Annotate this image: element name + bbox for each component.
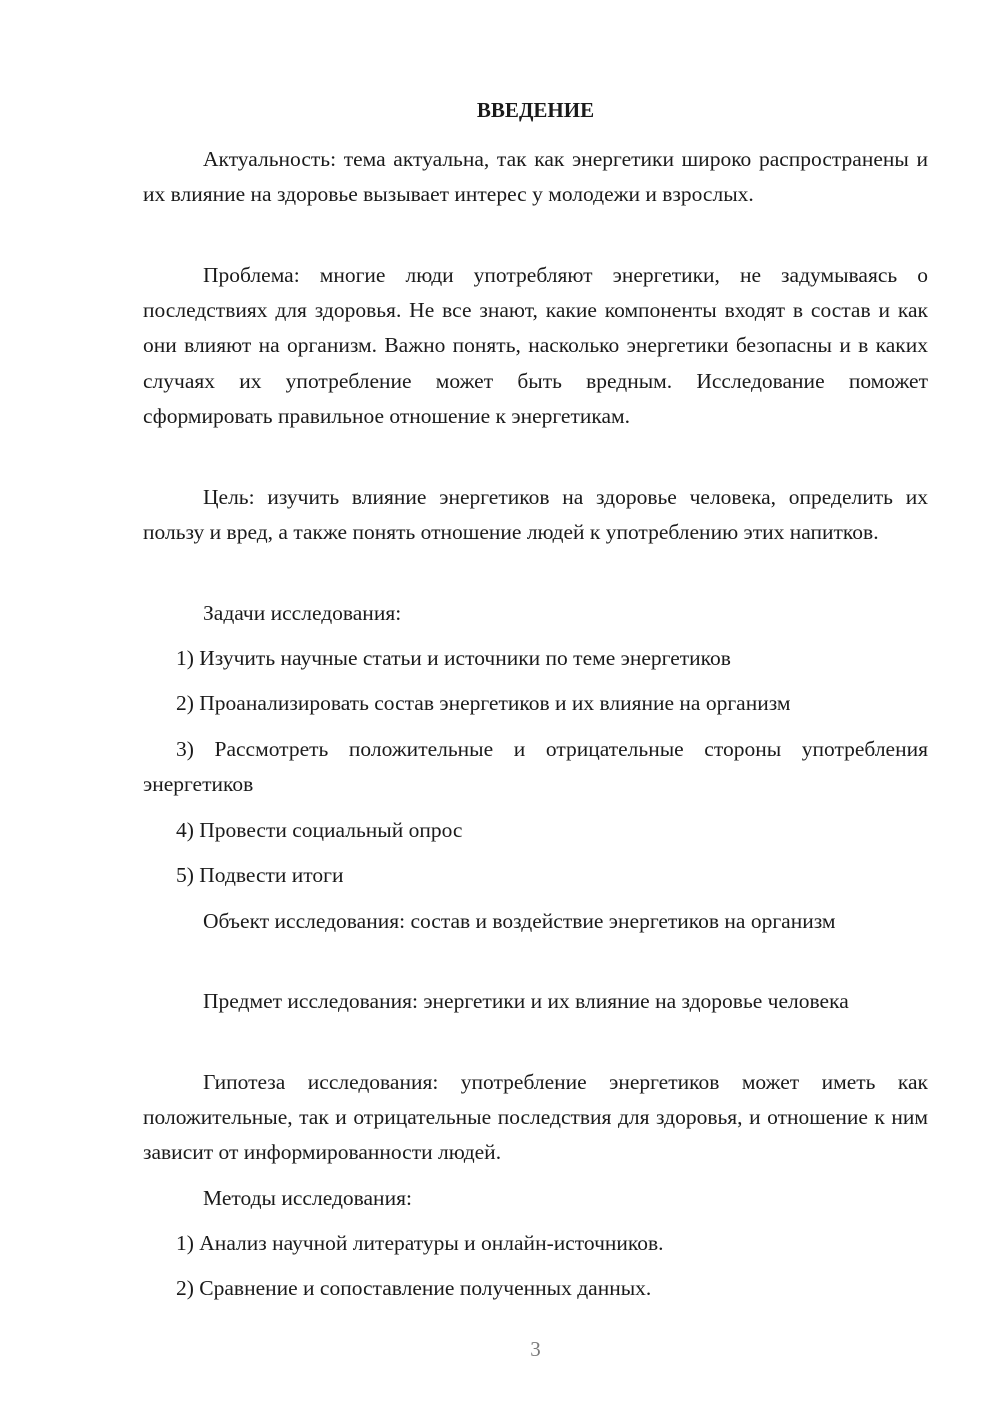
paragraph-relevance: Актуальность: тема актуальна, так как энергетики широко распространены и их влияние на здоровье вызывает интерес у молодежи и взрослых. (143, 147, 928, 207)
list-item-task-1: 1) Изучить научные статьи и источники по теме энергетиков (176, 646, 731, 670)
list-item-task-3: 3) Рассмотреть положительные и отрицательные стороны употребления энергетиков (143, 737, 928, 797)
list-item-task-4: 4) Провести социальный опрос (176, 818, 463, 842)
paragraph-methods-heading: Методы исследования: (203, 1186, 412, 1210)
paragraph-object: Объект исследования: состав и воздействие энергетиков на организм (203, 909, 836, 933)
paragraph-subject: Предмет исследования: энергетики и их влияние на здоровье человека (203, 989, 849, 1013)
paragraph-tasks-heading: Задачи исследования: (203, 601, 402, 625)
page-number: 3 (530, 1337, 541, 1361)
list-item-method-2: 2) Сравнение и сопоставление полученных данных. (176, 1276, 652, 1300)
paragraph-goal: Цель: изучить влияние энергетиков на здоровье человека, определить их пользу и вред, а также понять отношение людей к употреблению этих напитков. (143, 485, 928, 545)
document-page (143, 0, 928, 1414)
page-title: ВВЕДЕНИЕ (476, 98, 595, 122)
paragraph-hypothesis: Гипотеза исследования: употребление энергетиков может иметь как положительные, так и отрицательные последствия для здоровья, и отношение к ним зависит от информированности людей. (143, 1070, 928, 1165)
paragraph-problem: Проблема: многие люди употребляют энергетики, не задумываясь о последствиях для здоровья. Не все знают, какие компоненты входят в состав и как они влияют на организм. Важно понять, насколько энергетики безопасны и в каких случаях их употребление может быть вредным. Исследование поможет сформировать правильное отношение к энергетикам. (143, 263, 928, 428)
list-item-task-2: 2) Проанализировать состав энергетиков и их влияние на организм (176, 691, 791, 715)
list-item-task-5: 5) Подвести итоги (176, 863, 344, 887)
list-item-method-1: 1) Анализ научной литературы и онлайн-источников. (176, 1231, 664, 1255)
